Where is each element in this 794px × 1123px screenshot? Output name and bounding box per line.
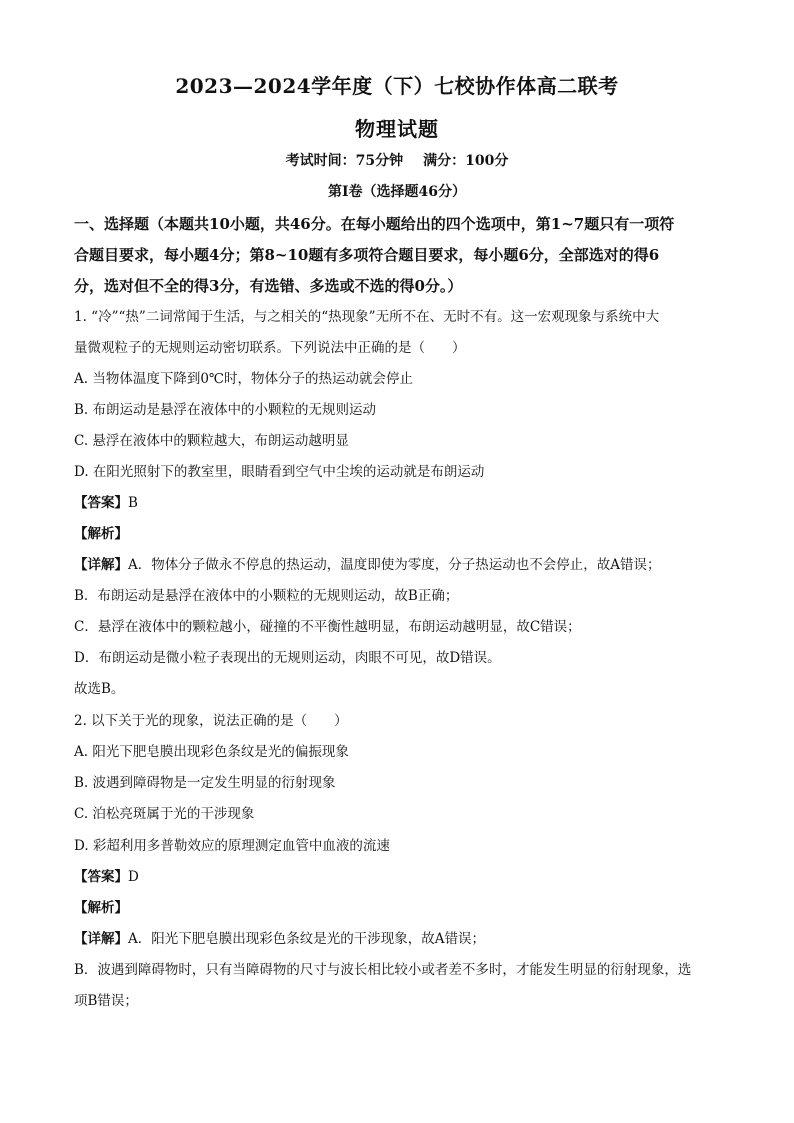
- exam-time: 考试时间：75分钟: [285, 153, 404, 169]
- volume-heading: 第Ⅰ卷（选择题46分）: [327, 184, 467, 200]
- q1-detail-line-3: C．悬浮在液体中的颗粒越小，碰撞的不平衡性越明显，布朗运动越明显，故C错误；: [74, 619, 581, 635]
- q1-option-a: A. 当物体温度下降到0℃时，物体分子的热运动就会停止: [74, 371, 414, 387]
- subject-title: 物理试题: [355, 117, 439, 141]
- section-line-1: 一、选择题（本题共10小题，共46分。在每小题给出的四个选项中，第1~7题只有一项符: [74, 215, 675, 233]
- detail-text: A．物体分子做永不停息的热运动，温度即使为零度，分子热运动也不会停止，故A错误；: [128, 557, 661, 573]
- q1-analysis-label: 【解析】: [74, 526, 128, 542]
- section-instructions: [74, 209, 722, 302]
- q2-option-c: C. 泊松亮斑属于光的干涉现象: [74, 806, 255, 822]
- section-line-3: 分，选对但不全的得3分，有选错、多选或不选的得0分。）: [74, 277, 463, 295]
- q2-detail-line-3: 项B错误；: [74, 993, 138, 1009]
- q2-detail-line-2: B．波遇到障碍物时，只有当障碍物的尺寸与波长相比较小或者差不多时，才能发生明显的衍射现象，选: [74, 962, 692, 978]
- q1-answer: [74, 493, 724, 513]
- q1-conclusion: 故选B。: [74, 681, 125, 697]
- q2-analysis-label: 【解析】: [74, 900, 128, 916]
- answer-value: B: [128, 495, 138, 511]
- q2-detail-line-1: [74, 929, 724, 949]
- q1-detail-line-4: D．布朗运动是微小粒子表现出的无规则运动，肉眼不可见，故D错误。: [74, 650, 501, 666]
- detail-label: 【详解】: [74, 557, 128, 573]
- q2-option-b: B. 波遇到障碍物是一定发生明显的衍射现象: [74, 775, 336, 791]
- exam-title: 2023—2024学年度（下）七校协作体高二联考: [175, 74, 619, 98]
- q1-stem-line-1: 1. “冷”“热”二词常闻于生活，与之相关的“热现象”无所不在、无时不有。这一宏观现象与系统中大: [74, 309, 660, 325]
- q1-detail-line-2: B．布朗运动是悬浮在液体中的小颗粒的无规则运动，故B正确；: [74, 588, 459, 604]
- q2-stem: 2. 以下关于光的现象，说法正确的是（ ）: [74, 713, 348, 729]
- q1-detail-line-1: [74, 555, 724, 575]
- q2-option-a: A. 阳光下肥皂膜出现彩色条纹是光的偏振现象: [74, 744, 349, 760]
- exam-meta: [0, 150, 794, 170]
- answer-label: 【答案】: [74, 869, 128, 885]
- q1-option-c: C. 悬浮在液体中的颗粒越大，布朗运动越明显: [74, 433, 349, 449]
- detail-text: A．阳光下肥皂膜出现彩色条纹是光的干涉现象，故A错误；: [128, 931, 485, 947]
- full-score: 满分：100分: [423, 153, 509, 169]
- q1-option-b: B. 布朗运动是悬浮在液体中的小颗粒的无规则运动: [74, 402, 377, 418]
- q1-option-d: D. 在阳光照射下的教室里，眼睛看到空气中尘埃的运动就是布朗运动: [74, 464, 485, 480]
- q2-answer: [74, 867, 724, 887]
- answer-label: 【答案】: [74, 495, 128, 511]
- section-line-2: 合题目要求，每小题4分；第8~10题有多项符合题目要求，每小题6分，全部选对的得6: [74, 246, 660, 264]
- detail-label: 【详解】: [74, 931, 128, 947]
- answer-value: D: [128, 869, 139, 885]
- q1-stem-line-2: 量微观粒子的无规则运动密切联系。下列说法中正确的是（ ）: [74, 340, 466, 356]
- q2-option-d: D. 彩超利用多普勒效应的原理测定血管中血液的流速: [74, 838, 390, 854]
